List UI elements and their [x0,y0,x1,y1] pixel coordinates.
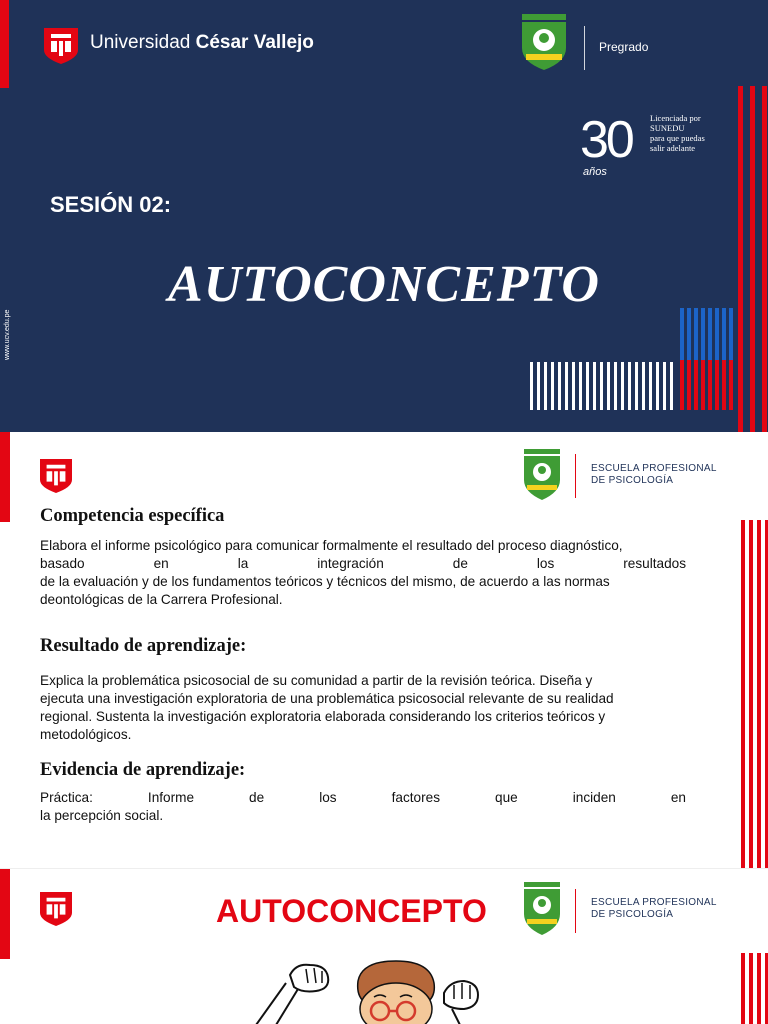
anniversary-word: años [583,166,607,178]
cover-slide [0,0,768,432]
red-accent-bar [0,432,10,522]
session-label: SESIÓN 02: [50,192,172,217]
header-divider [584,26,585,70]
evidencia-heading: Evidencia de aprendizaje: [40,760,246,780]
header-divider [575,889,576,933]
decorative-stripes [526,86,768,432]
website-url: www.ucv.edu.pe [4,309,11,360]
cover-title: AUTOCONCEPTO [168,256,600,313]
resultado-text: Explica la problemática psicosocial de su comunidad a partir de la revisión teórica. Diseña y ejecuta una investigación exploratoria de una problemática psicosocial relevante de su realidad regional. Sustenta la investigación exploratoria elaborada considerando los criterios teóricos y metodológicos. [40,673,614,742]
red-accent-bar [0,869,10,959]
program-label: Pregrado [599,40,649,54]
resultado-heading: Resultado de aprendizaje: [40,636,247,656]
content-slide [0,432,768,868]
competencia-heading: Competencia específica [40,506,225,526]
accreditation-badge-icon [514,12,574,72]
red-accent-bar [0,0,9,88]
accreditation-badge-icon [518,448,566,502]
red-vertical-stripes [740,953,768,1024]
school-name: ESCUELA PROFESIONAL DE PSICOLOGÍA [591,463,717,486]
cartoon-character-icon [246,953,496,1024]
autoconcepto-slide [0,868,768,1024]
competencia-text: Elabora el informe psicológico para comunicar formalmente el resultado del proceso diagnóstico, basado en la integración de los resultados de la evaluación y de los fundamentos teóricos y técnicos del mismo, de acuerdo a las normas deontológicas de la Carrera Profesional. [40,538,686,607]
ucv-shield-logo-icon [44,28,78,64]
license-text: Licenciada por SUNEDU para que puedas salir adelante [650,113,705,153]
university-name: Universidad César Vallejo [90,32,314,53]
school-name: ESCUELA PROFESIONAL DE PSICOLOGÍA [591,897,717,920]
ucv-shield-logo-icon [40,458,72,494]
accreditation-badge-icon [518,881,566,937]
anniversary-number: 30 [580,111,632,169]
red-vertical-stripes [740,520,768,868]
evidencia-text: Práctica: Informe de los factores que inciden en la percepción social. [40,790,686,823]
header-divider [575,454,576,498]
slide-title: AUTOCONCEPTO [216,893,487,929]
ucv-shield-logo-icon [40,891,72,927]
